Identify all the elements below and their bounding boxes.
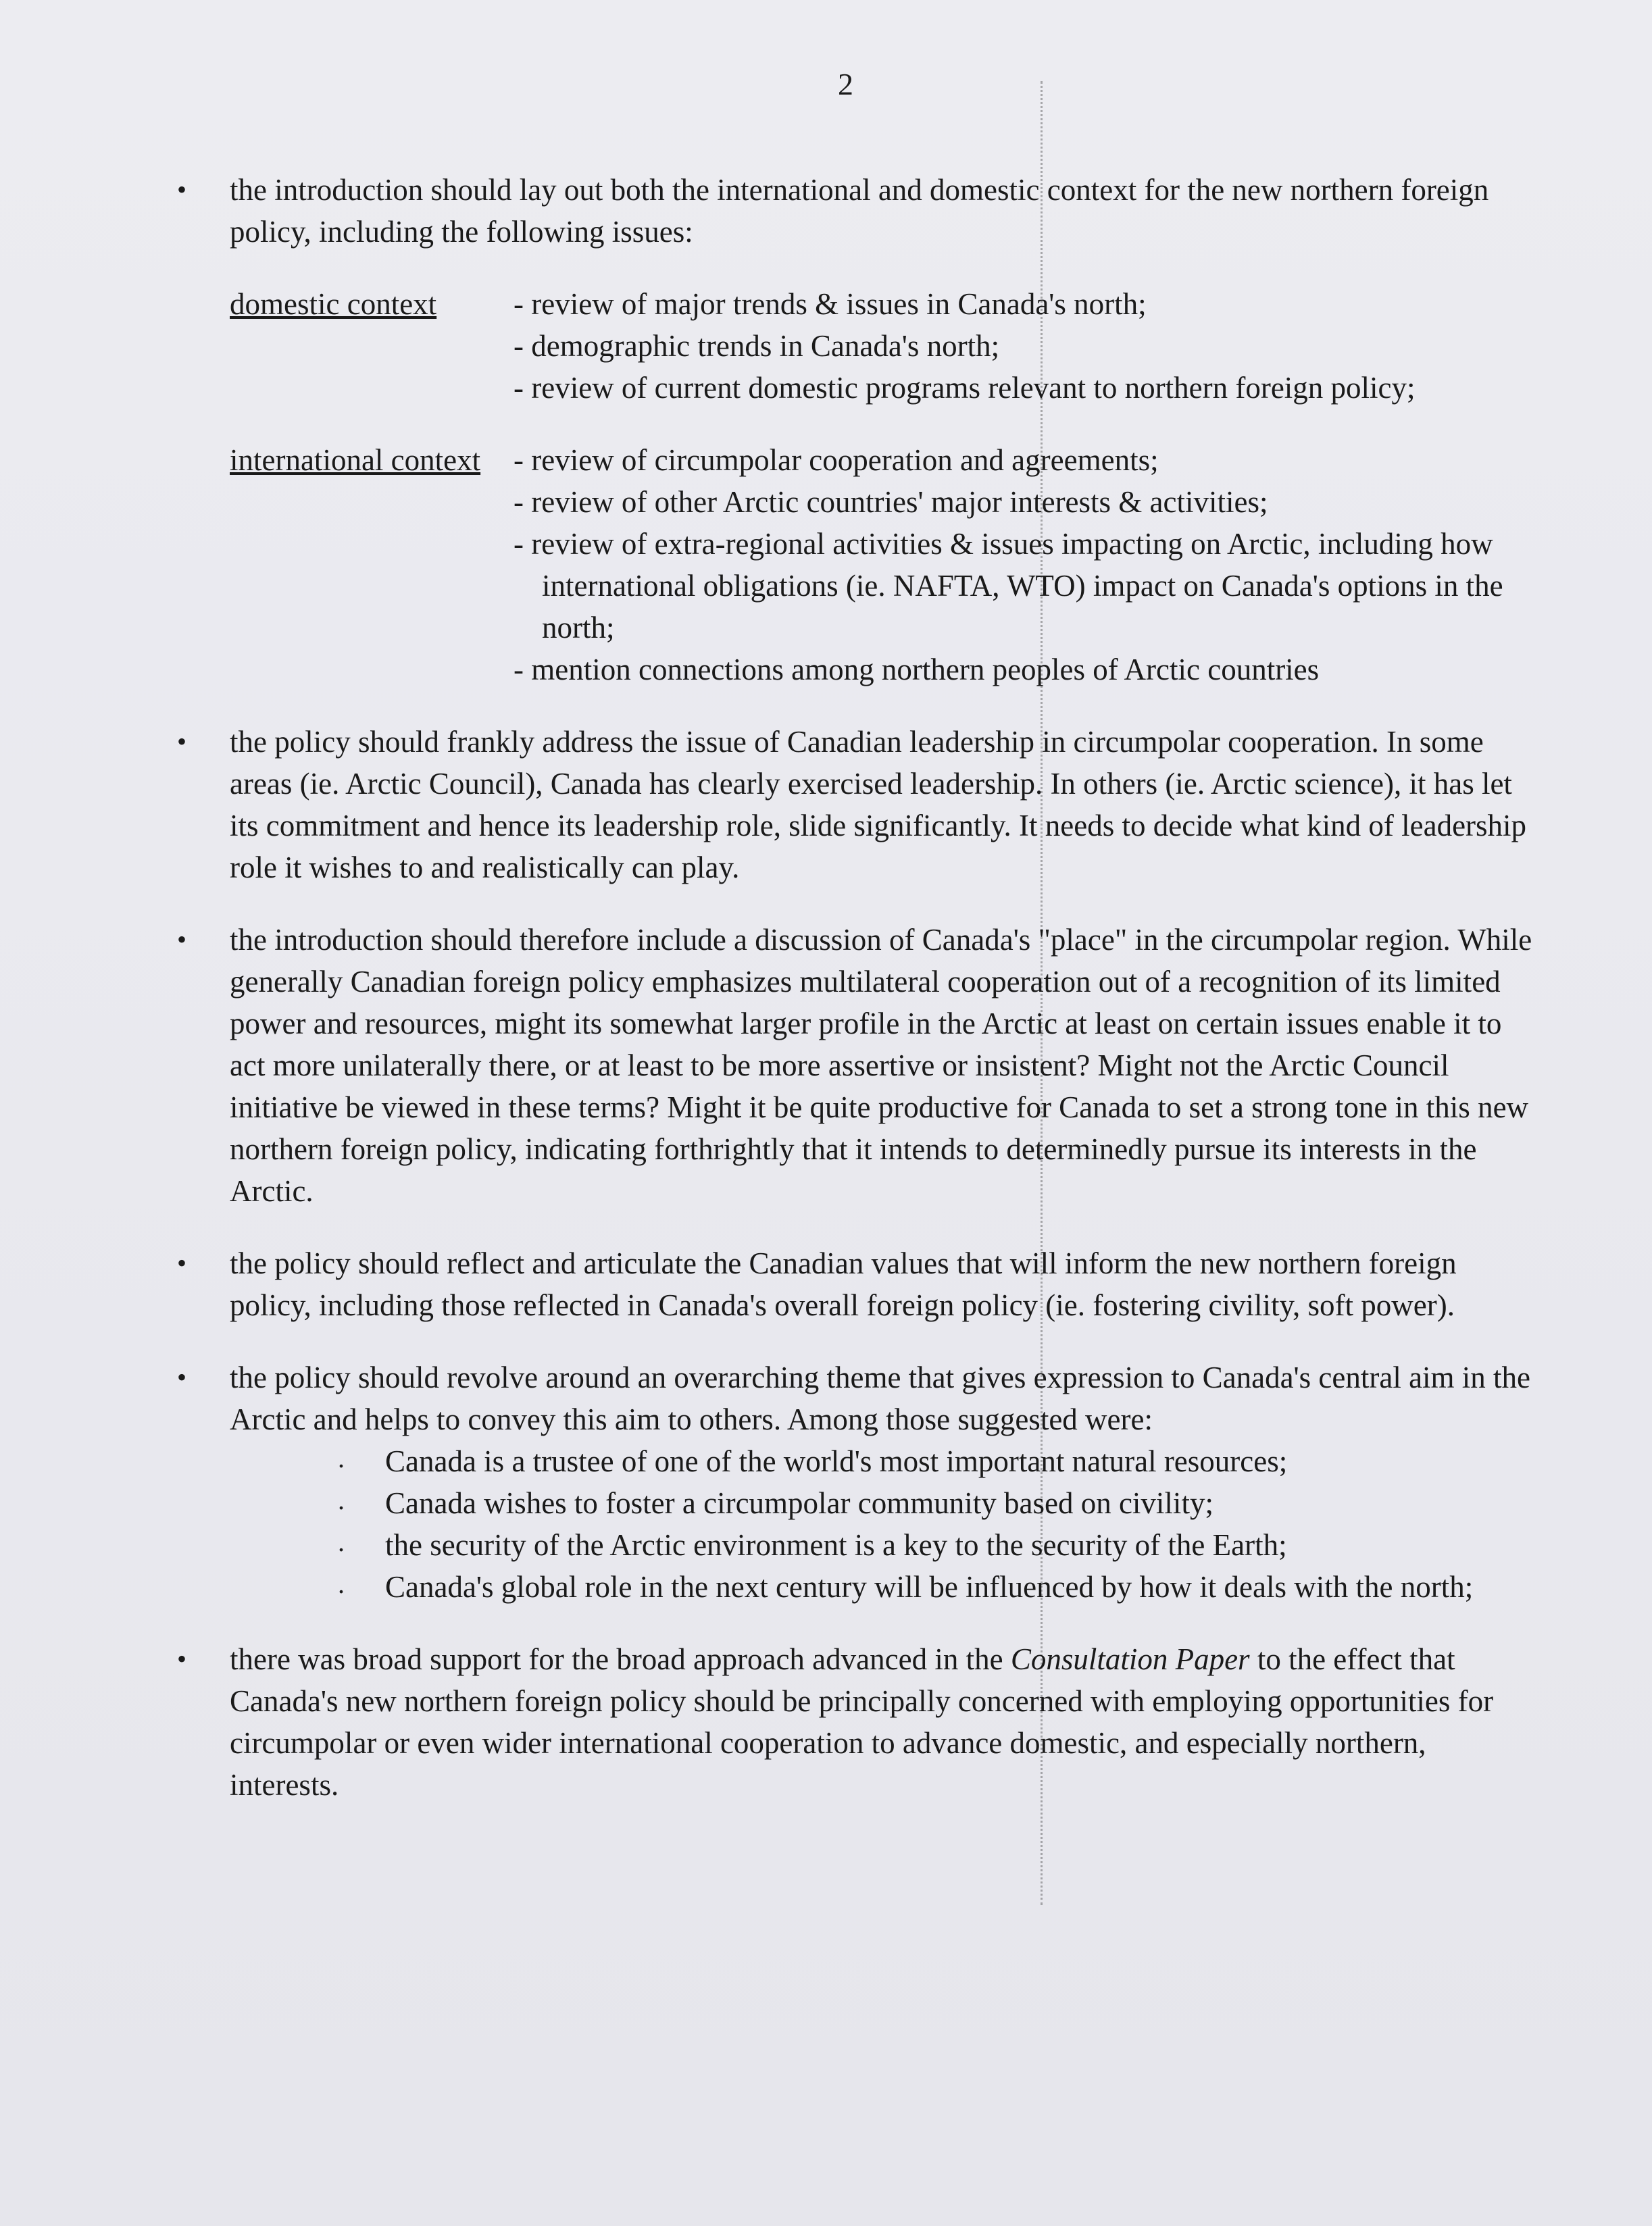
page-number: 2 — [838, 67, 853, 101]
bullet-dot: • — [177, 1644, 187, 1674]
document-body — [169, 169, 1541, 1836]
bullet-dot: • — [177, 924, 187, 955]
bullet-dot: • — [177, 1248, 187, 1278]
list-item: . Canada wishes to foster a circumpolar community based on civility; — [338, 1482, 1541, 1524]
list-item: . Canada's global role in the next century will be influenced by how it deals with the north; — [338, 1566, 1541, 1608]
bullet-text: the policy should revolve around an overarching theme that gives expression to Canada's central aim in the Arctic and helps to convey this aim to others. Among those suggested were: — [230, 1361, 1531, 1436]
domestic-context-label: domestic context — [230, 287, 437, 321]
sub-bullet-dot: . — [338, 1569, 345, 1599]
sub-bullet-dot: . — [338, 1527, 345, 1557]
list-item: - review of other Arctic countries' major interests & activities; — [514, 485, 1268, 519]
bullet-introduction-context — [169, 169, 1541, 253]
list-item: - review of current domestic programs relevant to northern foreign policy; — [514, 371, 1416, 405]
list-item: - review of extra-regional activities & issues impacting on Arctic, including how international obligations (ie. NAFTA, WTO) impact on Canada's options in the north; — [514, 527, 1503, 644]
bullet-overarching-theme — [169, 1357, 1541, 1608]
bullet-canadian-values — [169, 1242, 1541, 1326]
bullet-leadership — [169, 721, 1541, 888]
bullet-canadas-place — [169, 919, 1541, 1212]
domestic-context-items — [514, 283, 1541, 409]
list-item: - mention connections among northern peoples of Arctic countries — [514, 653, 1320, 686]
international-context-group — [230, 439, 1541, 690]
context-list — [230, 283, 1541, 690]
international-context-label: international context — [230, 443, 481, 477]
bullet-text: the introduction should therefore include a discussion of Canada's "place" in the circumpolar region. While generally Canadian foreign policy emphasizes multilateral cooperation out of a recognition of its limited power and resources, might its somewhat larger profile in the Arctic at least on certain issues enable it to act more unilaterally there, or at least to be more assertive or insistent? Might not the Arctic Council initiative be viewed in these terms? Might it be quite productive for Canada to set a strong tone in this new northern foreign policy, indicating forthrightly that it intends to determinedly pursue its interests in the Arctic. — [230, 923, 1532, 1208]
list-item: . the security of the Arctic environment is a key to the security of the Earth; — [338, 1524, 1541, 1566]
bullet-text: there was broad support for the broad approach advanced in the Consultation Paper to the effect that Canada's new northern foreign policy should be principally concerned with employing opportunities for circumpolar or even wider international cooperation to advance domestic, and especially northern, interests. — [230, 1642, 1494, 1802]
bullet-text: the introduction should lay out both the international and domestic context for the new northern foreign policy, including the following issues: — [230, 173, 1489, 249]
international-context-items — [514, 439, 1541, 690]
list-item: . Canada is a trustee of one of the world's most important natural resources; — [338, 1440, 1541, 1482]
bullet-consultation-paper — [169, 1638, 1541, 1806]
sub-bullet-dot: . — [338, 1443, 345, 1473]
bullet-text: the policy should reflect and articulate the Canadian values that will inform the new northern foreign policy, including those reflected in Canada's overall foreign policy (ie. fostering civility, soft power). — [230, 1246, 1457, 1322]
consultation-paper-title: Consultation Paper — [1010, 1642, 1250, 1676]
bullet-text: the policy should frankly address the issue of Canadian leadership in circumpolar cooperation. In some areas (ie. Arctic Council), Canada has clearly exercised leadership. In others (ie. Arctic science), it has let its commitment and hence its leadership role, slide significantly. It needs to decide what kind of leadership role it wishes to and realistically can play. — [230, 725, 1527, 884]
theme-suggestions-list — [338, 1440, 1541, 1608]
list-item: - review of circumpolar cooperation and agreements; — [514, 443, 1159, 477]
bullet-dot: • — [177, 174, 187, 205]
bullet-dot: • — [177, 1362, 187, 1392]
sub-bullet-dot: . — [338, 1485, 345, 1515]
domestic-context-group — [230, 283, 1541, 409]
list-item: - review of major trends & issues in Canada's north; — [514, 287, 1147, 321]
bullet-dot: • — [177, 726, 187, 757]
list-item: - demographic trends in Canada's north; — [514, 329, 1000, 363]
